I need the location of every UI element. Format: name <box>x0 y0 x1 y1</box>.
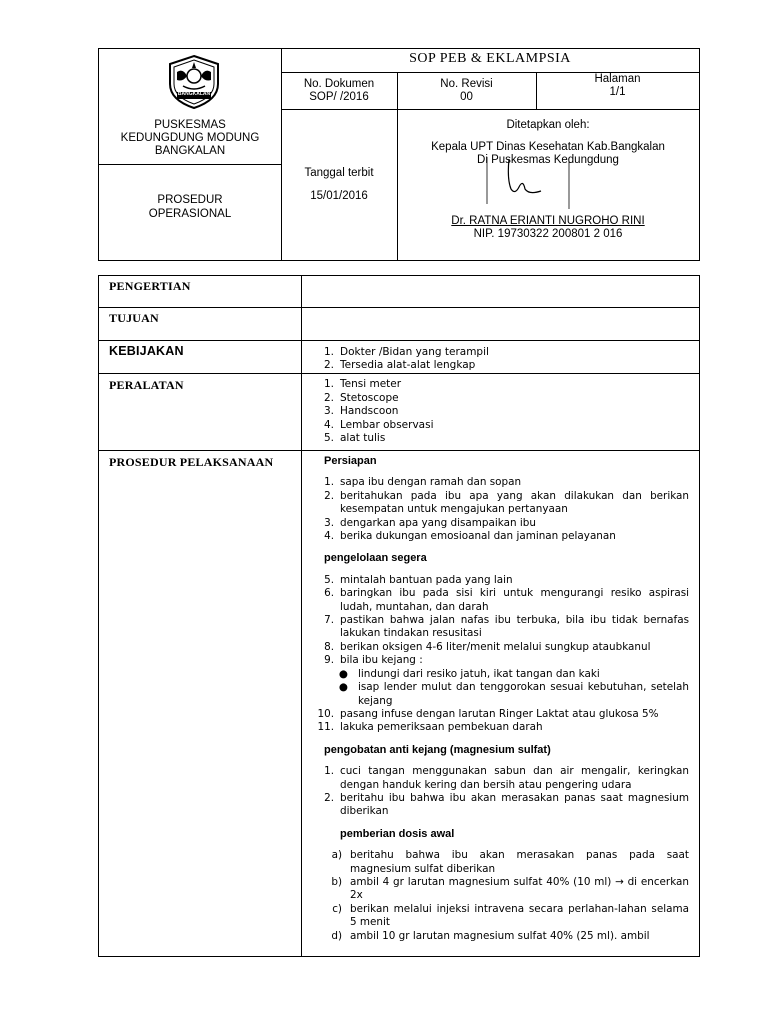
kebijakan-list <box>314 346 689 371</box>
pengelolaan-heading: pengelolaan segera <box>324 552 427 565</box>
dosis-list <box>314 849 689 943</box>
list-item: b) ambil 4 gr larutan magnesium sulfat 40% (10 ml) → di encerkan 2x <box>331 875 689 902</box>
bullet-item: ● isap lender mulut dan tenggorokan sesuai kebutuhan, setelah kejang <box>338 681 689 707</box>
list-item: c) berikan melalui injeksi intravena secara perlahan-lahan selama 5 menit <box>332 902 689 929</box>
section-peralatan: PERALATAN <box>109 378 184 392</box>
ditetapkan-label: Ditetapkan oleh: <box>506 119 590 131</box>
section-kebijakan: KEBIJAKAN <box>109 344 184 358</box>
logo-banner-text: BANGKALAN <box>177 91 211 97</box>
persiapan-heading: Persiapan <box>324 455 377 467</box>
list-item: 4. berika dukungan emosioanal dan jaminan pelayanan <box>324 530 616 543</box>
list-item: 2. beritahukan pada ibu apa yang akan dilakukan dan berikan kesempatan untuk mengajukan pertanyaan <box>324 489 689 516</box>
section-prosedur-pelaksanaan: PROSEDUR PELAKSANAAN <box>109 455 274 469</box>
section-pengertian: PENGERTIAN <box>109 279 191 293</box>
list-item: 11. lakuka pemeriksaan pembekuan darah <box>317 721 543 734</box>
list-item: 3. dengarkan apa yang disampaikan ibu <box>324 516 536 529</box>
list-item: 1. cuci tangan menggunakan sabun dan air mengalir, keringkan dengan handuk kering dan bersih atau pengering udara <box>324 765 689 791</box>
prosedur-line-2: OPERASIONAL <box>148 208 232 220</box>
no-dokumen-label: No. Dokumen <box>303 78 375 90</box>
persiapan-list <box>314 476 689 543</box>
halaman-label: Halaman <box>594 73 641 85</box>
tanggal-value: 15/01/2016 <box>310 190 368 202</box>
list-item: 5. alat tulis <box>323 432 386 444</box>
dosis-heading: pemberian dosis awal <box>340 827 455 840</box>
kejang-bullets <box>314 668 689 708</box>
peralatan-list <box>314 378 689 446</box>
kepala-line-1: Kepala UPT Dinas Kesehatan Kab.Bangkalan <box>431 141 665 153</box>
list-item: 8. berikan oksigen 4-6 liter/menit melalui sungkup ataubkanul <box>324 640 651 653</box>
list-item: 10. pasang infuse dengan larutan Ringer Laktat atau glukosa 5% <box>317 707 659 720</box>
header-table <box>98 48 700 261</box>
regency-logo <box>163 54 225 110</box>
tanggal-label: Tanggal terbit <box>304 167 374 179</box>
list-item: 1. Tensi meter <box>323 378 402 390</box>
no-revisi-value: 00 <box>460 91 473 103</box>
list-item: 1. Dokter /Bidan yang terampil <box>323 346 489 358</box>
institution-line-2: KEDUNGDUNG MODUNG <box>120 132 260 144</box>
section-tujuan: TUJUAN <box>109 311 159 325</box>
anti-kejang-list <box>314 765 689 819</box>
sop-body-table <box>98 275 700 957</box>
list-item: 5. mintalah bantuan pada yang lain <box>324 573 513 586</box>
signature-mark <box>479 149 599 219</box>
list-item: 9. bila ibu kejang : <box>324 654 423 667</box>
bullet-item: ● lindungi dari resiko jatuh, ikat tangan dan kaki <box>338 667 600 680</box>
signer-nip: NIP. 19730322 200801 2 016 <box>473 228 623 240</box>
anti-kejang-heading: pengobatan anti kejang (magnesium sulfat) <box>324 743 551 756</box>
kepala-line-2: Di Puskesmas Kedungdung <box>477 154 619 166</box>
prosedur-content <box>314 455 689 943</box>
list-item: 2. Stetoscope <box>323 391 399 404</box>
list-item: 7. pastikan bahwa jalan nafas ibu terbuka, bila ibu tidak bernafas lakukan tindakan resusitasi <box>324 614 689 640</box>
list-item: 3. Handscoon <box>323 405 399 417</box>
no-dokumen-value: SOP/ /2016 <box>309 91 369 103</box>
list-item: a) beritahu bahwa ibu akan merasakan panas pada saat magnesium sulfat diberikan <box>331 849 689 875</box>
list-item: 2. Tersedia alat-alat lengkap <box>323 358 476 371</box>
list-item: 1. sapa ibu dengan ramah dan sopan <box>324 476 522 489</box>
document-title: SOP PEB & EKLAMPSIA <box>409 51 571 66</box>
list-item: d) ambil 10 gr larutan magnesium sulfat 40% (25 ml). ambil <box>331 929 650 942</box>
list-item: 2. beritahu ibu bahwa ibu akan merasakan panas saat magnesium diberikan <box>324 791 689 818</box>
list-item: 6. baringkan ibu pada sisi kiri untuk mengurangi resiko aspirasi ludah, muntahan, dan darah <box>324 587 689 613</box>
halaman-value: 1/1 <box>609 86 626 98</box>
institution-line-3: BANGKALAN <box>154 145 226 157</box>
no-revisi-label: No. Revisi <box>440 78 493 90</box>
list-item: 4. Lembar observasi <box>323 418 434 431</box>
pengelolaan-list <box>314 574 689 668</box>
signer-name: Dr. RATNA ERIANTI NUGROHO RINI <box>451 215 645 227</box>
pengelolaan-list-2 <box>314 708 689 735</box>
prosedur-line-1: PROSEDUR <box>157 194 223 206</box>
institution-line-1: PUSKESMAS <box>154 119 226 131</box>
